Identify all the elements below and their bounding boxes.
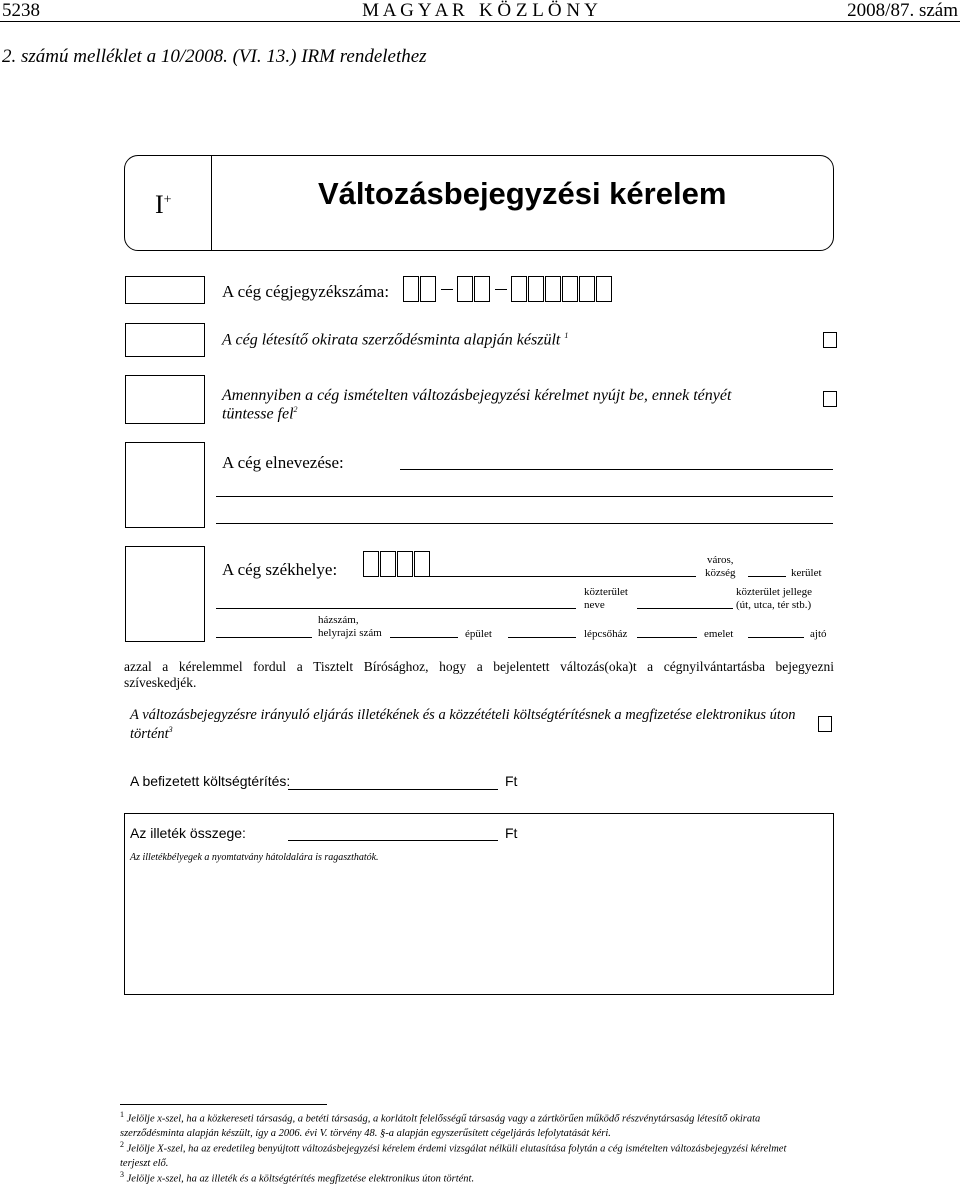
paid-cost-field[interactable] [288,789,498,790]
stamp-note: Az illetékbélyegek a nyomtatvány hátoldalára is ragaszthatók. [130,852,379,863]
annex-title: 2. számú melléklet a 10/2008. (VI. 13.) IRM rendelethez [2,46,427,67]
fee-field[interactable] [288,840,498,841]
page-number: 5238 [2,0,40,21]
paid-cost-currency: Ft [505,773,518,789]
electronic-text-1: A változásbejegyzésre irányuló eljárás illetékének és a közzétételi költségtérítésnek a megfizetése elektronikus úton [130,707,796,723]
electronic-text-2: történt$^3$ [130,725,173,742]
seat-label: A cég székhelye: [222,560,338,579]
building-field[interactable] [390,637,458,638]
repeat-text-1: Amennyiben a cég ismételten változásbejegyzési kérelmet nyújt be, ennek tényét [222,387,732,404]
street-type-field[interactable] [637,608,733,609]
reg-number-label: A cég cégjegyzékszáma: [222,282,390,301]
side-box-3 [125,375,205,424]
street-type-label: közterület jellege (út, utca, tér stb.) [736,586,813,611]
street-name-label: közterület neve [584,586,628,611]
request-text-1: azzal a kérelemmel fordul a Tisztelt Bírósághoz, hogy a bejelentett változás(oka)t a cégnyilvántartásba bejegyezni [124,659,834,674]
paid-cost-label: A befizetett költségtérítés: [130,773,291,789]
side-box-5 [125,546,205,642]
floor-label: emelet [704,628,734,640]
street-name-field[interactable] [216,608,576,609]
door-label: ajtó [810,628,827,640]
city-label: város, község [705,554,736,579]
stair-field[interactable] [508,637,576,638]
name-field-2[interactable] [216,496,833,497]
name-field-1[interactable] [400,469,833,470]
fee-label: Az illeték összege: [130,825,246,841]
stair-label: lépcsőház [584,628,628,640]
model-doc-text: A cég létesítő okirata szerződésminta alapján készült $^1$ [222,331,569,349]
journal-title: M A G Y A R K Ö Z L Ö N Y [362,0,598,21]
side-box-2 [125,323,205,357]
footnote-2: $^2$ Jelölje X-szel, ha az eredetileg benyújtott változásbejegyzési kérelem érdemi vizsgálat nélküli elutasítása folytán a cég ismételten változásbejegyzési kérelmet terjeszt elő. [120,1140,787,1169]
form-title: Változásbejegyzési kérelem [318,176,727,211]
reg-number-input[interactable] [403,276,613,302]
footnote-1: $^1$ Jelölje x-szel, ha a közkereseti társaság, a betéti társaság, a korlátolt felelősségű társaság vagy a zártkörűen működő részvénytársaság létesítő okirata szerződésminta alapján készült, így a 2006. évi V. törvény 48. §-a alapján egyszerűsített cégeljárás lefolytatását kéri. [120,1110,761,1139]
model-doc-checkbox[interactable] [823,332,837,348]
form-code: I+ [155,190,172,219]
building-label: épület [465,628,492,640]
fee-currency: Ft [505,825,518,841]
header-rule [0,21,960,22]
side-box-4 [125,442,205,528]
request-text-2: szíveskedjék. [124,675,197,690]
name-label: A cég elnevezése: [222,453,344,472]
city-field[interactable] [430,576,696,577]
door-field[interactable] [748,637,804,638]
electronic-checkbox[interactable] [818,716,832,732]
district-label: kerület [791,567,822,579]
footnote-rule [120,1104,327,1105]
repeat-checkbox[interactable] [823,391,837,407]
issue-number: 2008/87. szám [847,0,958,21]
postcode-input[interactable] [363,551,431,577]
name-field-3[interactable] [216,523,833,524]
footnote-3: $^3$ Jelölje x-szel, ha az illeték és a költségtérítés megfizetése elektronikus úton történt. [120,1170,475,1185]
floor-field[interactable] [637,637,697,638]
house-number-label: házszám, helyrajzi szám [318,614,382,639]
district-field[interactable] [748,576,786,577]
house-number-field[interactable] [216,637,312,638]
repeat-text-2: tüntesse fel$^2$ [222,405,298,423]
side-box-1 [125,276,205,304]
